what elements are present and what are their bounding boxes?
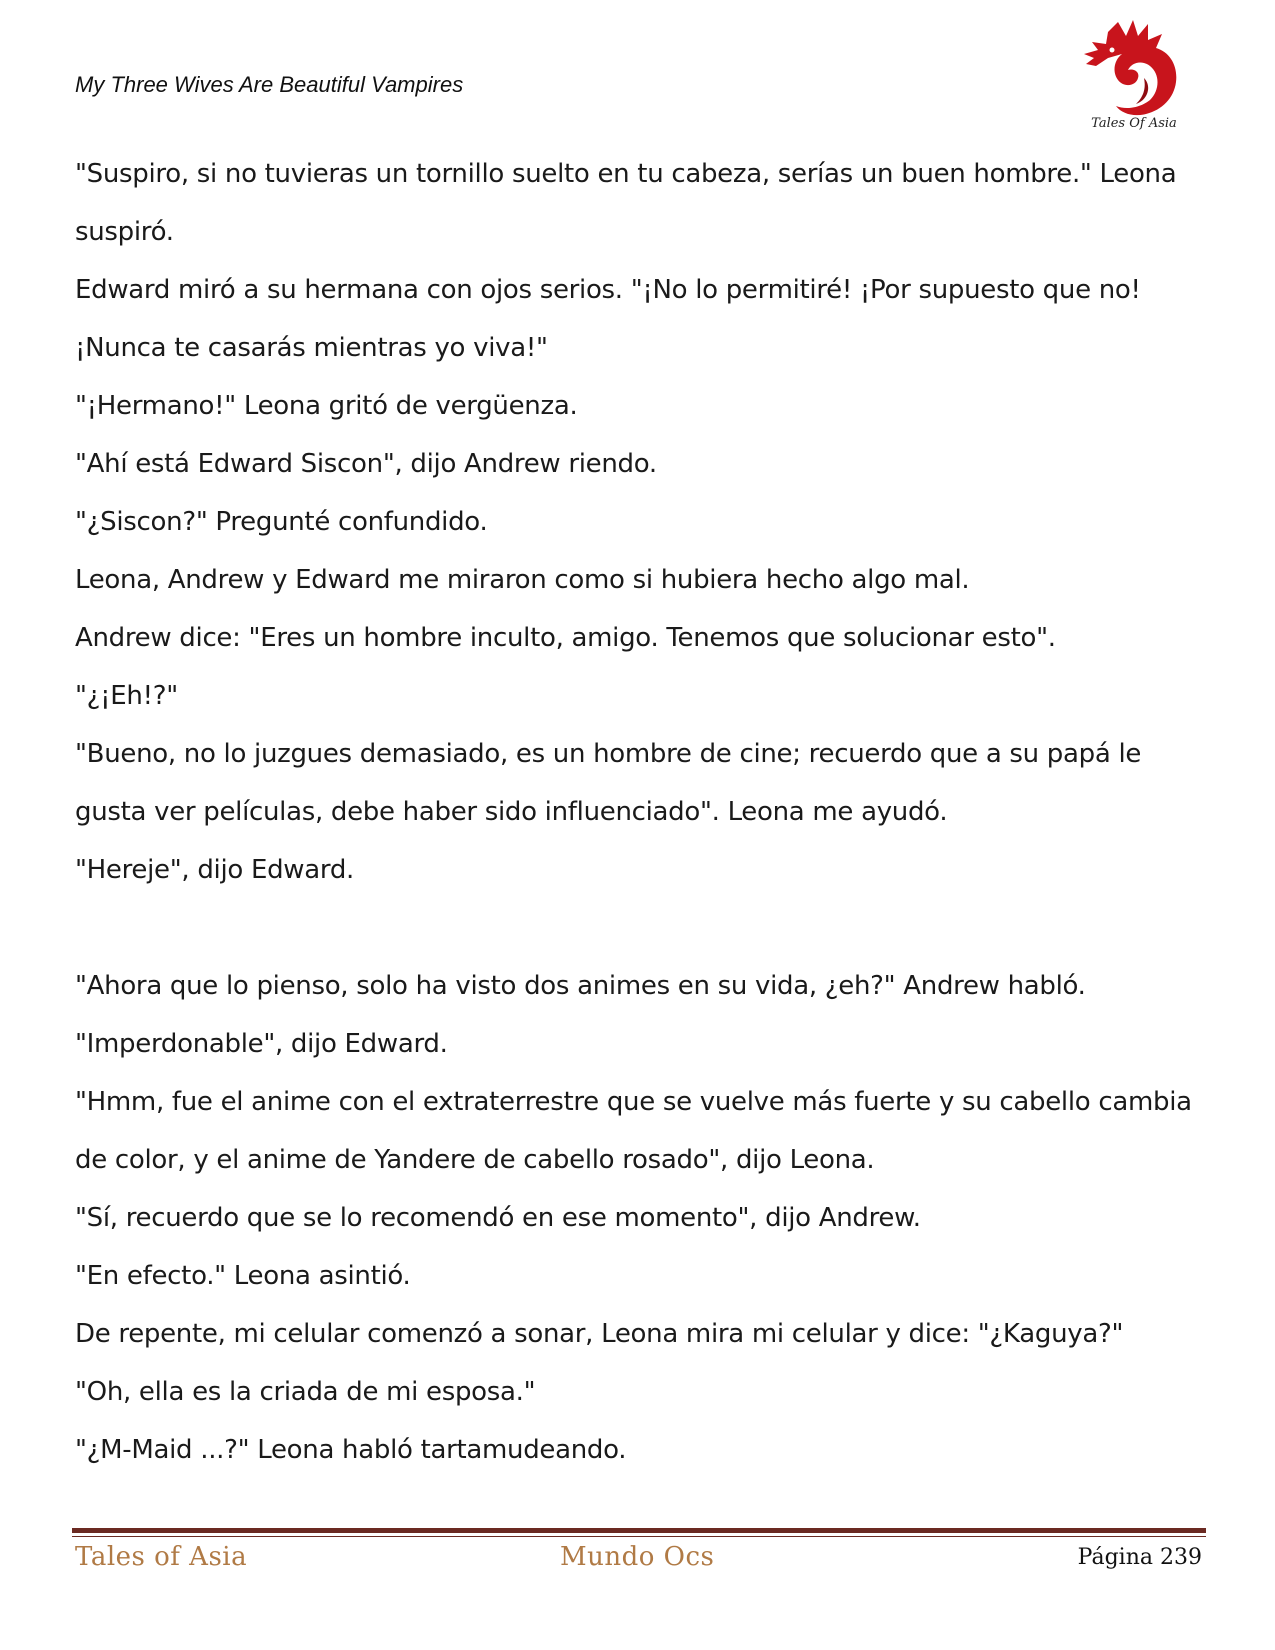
paragraph: Andrew dice: "Eres un hombre inculto, amigo. Tenemos que solucionar esto". xyxy=(75,623,1056,653)
paragraph: "Imperdonable", dijo Edward. xyxy=(75,1029,448,1059)
paragraph: "En efecto." Leona asintió. xyxy=(75,1261,411,1291)
story-text xyxy=(75,145,1205,1479)
paragraph: Leona, Andrew y Edward me miraron como si hubiera hecho algo mal. xyxy=(75,565,970,595)
paragraph: "Hmm, fue el anime con el extraterrestre que se vuelve más fuerte y su cabello cambia de color, y el anime de Yandere de cabello rosado", dijo Leona. xyxy=(75,1087,1192,1175)
paragraph: "Suspiro, si no tuvieras un tornillo suelto en tu cabeza, serías un buen hombre." Leona suspiró. xyxy=(75,159,1177,247)
footer-rule-thin xyxy=(72,1536,1206,1537)
paragraph: "¿Siscon?" Pregunté confundido. xyxy=(75,507,488,537)
footer-translator: Mundo Ocs xyxy=(560,1542,715,1572)
blank-line xyxy=(75,899,1205,957)
paragraph: "¿M-Maid ...?" Leona habló tartamudeando. xyxy=(75,1435,627,1465)
page-number: Página 239 xyxy=(1077,1545,1202,1570)
paragraph: "Ahora que lo pienso, solo ha visto dos animes en su vida, ¿eh?" Andrew habló. xyxy=(75,971,1086,1001)
paragraph: "Bueno, no lo juzgues demasiado, es un hombre de cine; recuerdo que a su papá le gusta ver películas, debe haber sido influenciado". Leona me ayudó. xyxy=(75,739,1142,827)
footer-publisher: Tales of Asia xyxy=(75,1542,248,1572)
paragraph: "Oh, ella es la criada de mi esposa." xyxy=(75,1377,536,1407)
paragraph: "Ahí está Edward Siscon", dijo Andrew riendo. xyxy=(75,449,657,479)
paragraph: Edward miró a su hermana con ojos serios. "¡No lo permitiré! ¡Por supuesto que no! ¡Nunca te casarás mientras yo viva!" xyxy=(75,275,1141,363)
paragraph: "¿¡Eh!?" xyxy=(75,681,178,711)
paragraph: "Sí, recuerdo que se lo recomendó en ese momento", dijo Andrew. xyxy=(75,1203,921,1233)
footer-rule xyxy=(72,1528,1206,1533)
logo-caption: Tales Of Asia xyxy=(1091,116,1177,131)
paragraph: "Hereje", dijo Edward. xyxy=(75,855,354,885)
paragraph: "¡Hermano!" Leona gritó de vergüenza. xyxy=(75,391,578,421)
book-title: My Three Wives Are Beautiful Vampires xyxy=(75,72,464,97)
paragraph: De repente, mi celular comenzó a sonar, Leona mira mi celular y dice: "¿Kaguya?" xyxy=(75,1319,1124,1349)
